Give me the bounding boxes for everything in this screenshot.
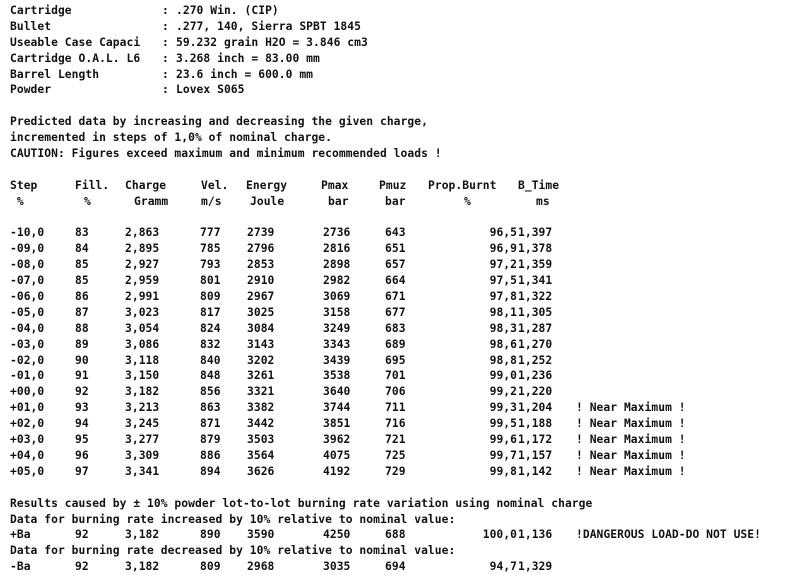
header-line (10, 35, 795, 51)
header-line (10, 19, 795, 35)
cell-step: -06,0 (10, 290, 45, 304)
cell-velocity: 879 (200, 433, 221, 447)
cell-step: -03,0 (10, 337, 45, 351)
cell-energy: 2910 (247, 274, 275, 288)
column-unit: % (84, 194, 91, 208)
header-value: 23.6 inch = 600.0 mm (176, 67, 314, 81)
cell-charge: 3,341 (125, 464, 160, 478)
column-header: Charge (125, 178, 167, 192)
cell-charge: 3,054 (125, 321, 160, 335)
cell-burn-time: 1,378 (518, 242, 553, 256)
header-colon: : (162, 4, 169, 17)
column-unit: bar (328, 194, 349, 208)
cell-burn-time: 1,142 (518, 464, 553, 478)
cell-prop-burnt: 98,1 (489, 305, 517, 319)
header-line (10, 82, 795, 98)
table-row (10, 368, 795, 384)
cell-energy: 3503 (247, 433, 275, 447)
cell-velocity: 777 (200, 226, 221, 240)
cell-pmuz: 664 (385, 274, 406, 288)
intro-line: CAUTION: Figures exceed maximum and minimum recommended loads ! (10, 147, 442, 161)
cell-pmax: 4192 (323, 464, 351, 478)
column-unit: Joule (250, 194, 285, 208)
cell-pmuz: 721 (385, 433, 406, 447)
table-row (10, 432, 795, 448)
table-row (10, 384, 795, 400)
cell-prop-burnt: 99,7 (489, 448, 517, 462)
cell-charge: 3,023 (125, 305, 160, 319)
cell-energy: 3143 (247, 337, 275, 351)
cell-velocity: 793 (200, 258, 221, 272)
table-row (10, 337, 795, 353)
cell-pmuz: 711 (385, 401, 406, 415)
cell-fill: 93 (75, 401, 89, 415)
load-data-document (10, 3, 795, 575)
cell-burn-time: 1,157 (518, 448, 553, 462)
cell-warning-note: ! Near Maximum ! (576, 417, 686, 431)
cell-fill: 92 (75, 560, 89, 574)
cell-prop-burnt: 99,6 (489, 433, 517, 447)
intro-line: Predicted data by increasing and decreasing the given charge, (10, 115, 428, 129)
cell-prop-burnt: 96,9 (489, 242, 517, 256)
cell-step: -05,0 (10, 305, 45, 319)
table-header (10, 178, 795, 210)
cell-pmuz: 716 (385, 417, 406, 431)
cell-pmuz: 695 (385, 353, 406, 367)
cell-energy: 2853 (247, 258, 275, 272)
table-row (10, 241, 795, 257)
cell-charge: 2,895 (125, 242, 160, 256)
header-colon: : (162, 83, 169, 97)
cell-prop-burnt: 98,3 (489, 321, 517, 335)
cell-velocity: 785 (200, 242, 221, 256)
cell-energy: 3626 (247, 464, 275, 478)
cell-prop-burnt: 99,3 (489, 401, 517, 415)
cell-velocity: 809 (200, 290, 221, 304)
cell-pmuz: 725 (385, 448, 406, 462)
intro-line: incremented in steps of 1,0% of nominal charge. (10, 131, 333, 145)
cell-fill: 87 (75, 305, 89, 319)
cell-charge: 2,927 (125, 258, 160, 272)
header-key: Barrel Length (10, 67, 100, 81)
cell-fill: 86 (75, 290, 89, 304)
cell-step: +00,0 (10, 385, 45, 399)
header-colon: : (162, 35, 169, 49)
cell-energy: 2967 (247, 290, 275, 304)
cell-prop-burnt: 97,2 (489, 258, 517, 272)
cell-energy: 3321 (247, 385, 275, 399)
cell-energy: 3025 (247, 305, 275, 319)
cell-burn-time: 1,188 (518, 417, 553, 431)
cell-step: +02,0 (10, 417, 45, 431)
cell-energy: 3202 (247, 353, 275, 367)
column-header: Energy (246, 178, 288, 192)
column-header: Vel. (201, 178, 229, 192)
table-row (10, 257, 795, 273)
cell-fill: 96 (75, 448, 89, 462)
cell-burn-time: 1,397 (518, 226, 553, 240)
cell-charge: 3,182 (125, 528, 160, 542)
column-unit: % (464, 194, 471, 208)
cell-charge: 3,150 (125, 369, 160, 383)
cell-charge: 3,086 (125, 337, 160, 351)
header-value: 59.232 grain H2O = 3.846 cm3 (176, 35, 368, 49)
cell-burn-time: 1,341 (518, 274, 553, 288)
cell-pmuz: 729 (385, 464, 406, 478)
cell-burn-time: 1,322 (518, 290, 553, 304)
cell-pmax: 2982 (323, 274, 351, 288)
cell-charge: 3,213 (125, 401, 160, 415)
cell-energy: 3442 (247, 417, 275, 431)
header-value: Lovex S065 (176, 83, 245, 97)
cell-step: -Ba (10, 560, 31, 574)
cell-fill: 84 (75, 242, 89, 256)
cell-velocity: 824 (200, 321, 221, 335)
cell-energy: 3564 (247, 448, 275, 462)
cell-prop-burnt: 99,2 (489, 385, 517, 399)
cell-energy: 3084 (247, 321, 275, 335)
cell-fill: 97 (75, 464, 89, 478)
cell-step: +Ba (10, 528, 31, 542)
header-value: .270 Win. (CIP) (176, 4, 279, 17)
cell-velocity: 894 (200, 464, 221, 478)
intro-block (10, 114, 795, 162)
cell-velocity: 886 (200, 448, 221, 462)
cell-pmuz: 683 (385, 321, 406, 335)
cell-prop-burnt: 99,5 (489, 417, 517, 431)
header-key: Cartridge O.A.L. L6 (10, 51, 141, 65)
cell-velocity: 840 (200, 353, 221, 367)
table-row (10, 448, 795, 464)
cell-charge: 2,959 (125, 274, 160, 288)
cell-burn-time: 1,270 (518, 337, 553, 351)
cell-energy: 2796 (247, 242, 275, 256)
header-line (10, 67, 795, 83)
cell-pmuz: 671 (385, 290, 406, 304)
cell-charge: 3,245 (125, 417, 160, 431)
cell-velocity: 817 (200, 305, 221, 319)
column-unit: % (10, 194, 24, 208)
cell-velocity: 801 (200, 274, 221, 288)
table-row (10, 289, 795, 305)
cell-pmax: 3962 (323, 433, 351, 447)
table-row (10, 273, 795, 289)
cell-energy: 2739 (247, 226, 275, 240)
cell-burn-time: 1,136 (518, 528, 553, 542)
table-row (10, 321, 795, 337)
increased-rate-row (10, 527, 795, 543)
table-row (10, 353, 795, 369)
cell-step: +04,0 (10, 448, 45, 462)
cell-fill: 83 (75, 226, 89, 240)
cell-prop-burnt: 98,8 (489, 353, 517, 367)
cell-velocity: 809 (200, 560, 221, 574)
cell-prop-burnt: 94,7 (489, 560, 517, 574)
cell-pmuz: 706 (385, 385, 406, 399)
table-row (10, 464, 795, 480)
cell-burn-time: 1,204 (518, 401, 553, 415)
cell-fill: 92 (75, 385, 89, 399)
increased-rate-label: Data for burning rate increased by 10% relative to nominal value: (10, 512, 456, 526)
cell-fill: 94 (75, 417, 89, 431)
table-body (10, 225, 795, 479)
results-intro: Results caused by ± 10% powder lot-to-lot burning rate variation using nominal charge (10, 496, 593, 510)
header-key: Bullet (10, 19, 52, 33)
column-header: Pmuz (379, 178, 407, 192)
cell-prop-burnt: 97,8 (489, 290, 517, 304)
cell-prop-burnt: 99,0 (489, 369, 517, 383)
cell-pmuz: 689 (385, 337, 406, 351)
cell-warning-note: ! Near Maximum ! (576, 464, 686, 478)
cell-warning-note: !DANGEROUS LOAD-DO NOT USE! (576, 528, 761, 542)
header-line (10, 3, 795, 19)
cell-pmax: 3439 (323, 353, 351, 367)
cell-step: -08,0 (10, 258, 45, 272)
cell-velocity: 848 (200, 369, 221, 383)
cell-velocity: 871 (200, 417, 221, 431)
cell-fill: 89 (75, 337, 89, 351)
cell-pmax: 4075 (323, 448, 351, 462)
column-unit: ms (536, 194, 550, 208)
decreased-rate-label: Data for burning rate decreased by 10% relative to nominal value: (10, 544, 456, 558)
cell-prop-burnt: 96,5 (489, 226, 517, 240)
cell-warning-note: ! Near Maximum ! (576, 433, 686, 447)
table-row (10, 305, 795, 321)
cell-pmax: 3744 (323, 401, 351, 415)
cell-burn-time: 1,287 (518, 321, 553, 335)
cell-pmuz: 643 (385, 226, 406, 240)
cell-pmuz: 677 (385, 305, 406, 319)
cell-pmax: 2898 (323, 258, 351, 272)
table-row (10, 225, 795, 241)
cell-energy: 3590 (247, 528, 275, 542)
column-header: Fill. (75, 178, 110, 192)
cell-step: +05,0 (10, 464, 45, 478)
column-header: Pmax (321, 178, 349, 192)
cell-charge: 3,118 (125, 353, 160, 367)
cell-charge: 3,182 (125, 385, 160, 399)
cell-fill: 90 (75, 353, 89, 367)
cell-charge: 3,309 (125, 448, 160, 462)
cell-charge: 2,863 (125, 226, 160, 240)
cell-pmax: 3851 (323, 417, 351, 431)
header-colon: : (162, 67, 169, 81)
cell-pmax: 3035 (323, 560, 351, 574)
cell-pmuz: 701 (385, 369, 406, 383)
cell-energy: 3382 (247, 401, 275, 415)
cell-velocity: 863 (200, 401, 221, 415)
table-row (10, 400, 795, 416)
cell-burn-time: 1,236 (518, 369, 553, 383)
cell-step: +01,0 (10, 401, 45, 415)
header-value: 3.268 inch = 83.00 mm (176, 51, 320, 65)
cell-pmax: 2736 (323, 226, 351, 240)
cell-prop-burnt: 99,8 (489, 464, 517, 478)
cell-velocity: 856 (200, 385, 221, 399)
cell-pmuz: 694 (385, 560, 406, 574)
cell-burn-time: 1,359 (518, 258, 553, 272)
cell-burn-time: 1,172 (518, 433, 553, 447)
cell-burn-time: 1,305 (518, 305, 553, 319)
cell-step: -07,0 (10, 274, 45, 288)
cell-prop-burnt: 97,5 (489, 274, 517, 288)
header-colon: : (162, 51, 169, 65)
cell-step: -09,0 (10, 242, 45, 256)
cell-step: +03,0 (10, 433, 45, 447)
column-unit: m/s (201, 194, 222, 208)
cell-fill: 91 (75, 369, 89, 383)
cell-pmuz: 657 (385, 258, 406, 272)
column-unit: bar (385, 194, 406, 208)
header-colon: : (162, 19, 169, 33)
cell-step: -10,0 (10, 226, 45, 240)
header-line (10, 51, 795, 67)
cell-charge: 3,277 (125, 433, 160, 447)
cell-pmuz: 651 (385, 242, 406, 256)
cell-step: -01,0 (10, 369, 45, 383)
cell-step: -04,0 (10, 321, 45, 335)
header-block (10, 3, 795, 98)
cell-burn-time: 1,329 (518, 560, 553, 574)
cell-burn-time: 1,220 (518, 385, 553, 399)
cell-pmax: 3640 (323, 385, 351, 399)
header-key: Useable Case Capaci (10, 35, 141, 49)
header-value: .277, 140, Sierra SPBT 1845 (176, 19, 361, 33)
cell-warning-note: ! Near Maximum ! (576, 448, 686, 462)
cell-pmax: 4250 (323, 528, 351, 542)
column-header: Prop.Burnt (428, 178, 497, 192)
cell-step: -02,0 (10, 353, 45, 367)
cell-pmax: 3538 (323, 369, 351, 383)
cell-fill: 95 (75, 433, 89, 447)
table-row (10, 416, 795, 432)
column-header-row (10, 178, 795, 194)
cell-velocity: 890 (200, 528, 221, 542)
column-header: B_Time (518, 178, 560, 192)
cell-pmax: 2816 (323, 242, 351, 256)
cell-charge: 2,991 (125, 290, 160, 304)
header-key: Cartridge (10, 4, 72, 17)
column-header: Step (10, 178, 38, 192)
cell-fill: 92 (75, 528, 89, 542)
header-key: Powder (10, 83, 52, 97)
cell-pmuz: 688 (385, 528, 406, 542)
column-unit-row (10, 194, 795, 210)
cell-pmax: 3343 (323, 337, 351, 351)
cell-velocity: 832 (200, 337, 221, 351)
cell-prop-burnt: 100,0 (482, 528, 517, 542)
cell-pmax: 3158 (323, 305, 351, 319)
cell-warning-note: ! Near Maximum ! (576, 401, 686, 415)
cell-charge: 3,182 (125, 560, 160, 574)
cell-pmax: 3249 (323, 321, 351, 335)
cell-fill: 85 (75, 274, 89, 288)
cell-fill: 88 (75, 321, 89, 335)
cell-burn-time: 1,252 (518, 353, 553, 367)
cell-pmax: 3069 (323, 290, 351, 304)
column-unit: Gramm (134, 194, 169, 208)
cell-energy: 3261 (247, 369, 275, 383)
cell-prop-burnt: 98,6 (489, 337, 517, 351)
cell-fill: 85 (75, 258, 89, 272)
cell-energy: 2968 (247, 560, 275, 574)
